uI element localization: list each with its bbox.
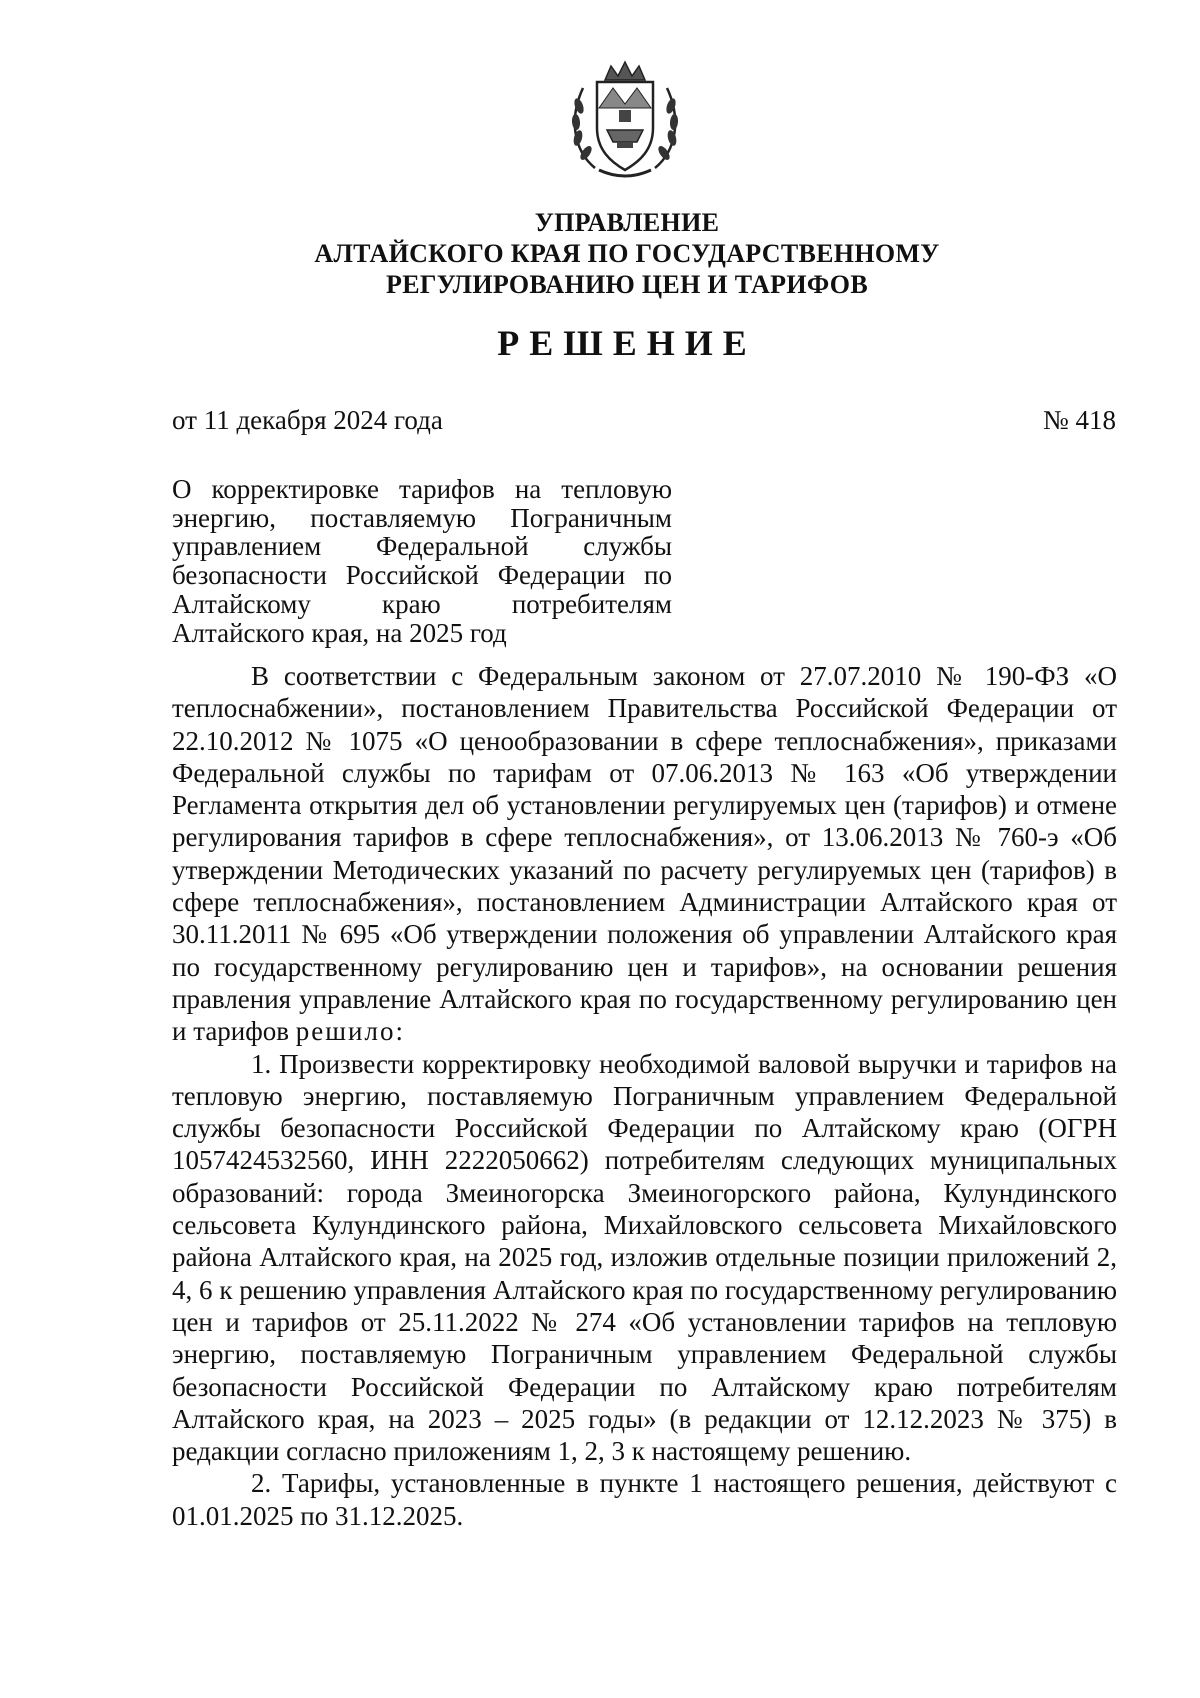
coat-of-arms-emblem xyxy=(565,58,685,183)
item-2-paragraph: 2. Тарифы, установленные в пункте 1 настоящего решения, действуют с 01.01.2025 по 31.12.2025. xyxy=(172,1468,1117,1531)
item-1-paragraph: 1. Произвести корректировку необходимой валовой выручки и тарифов на тепловую энергию, поставляемую Пограничным управлением Федеральной службы безопасности Российской Федерации по Алтайскому краю (ОГРН 1057424532560, ИНН 2222050662) потребителям следующих муниципальных образований: города Змеиногорска Змеиногорского района, Кулундинского сельсовета Кулундинского района, Михайловского сельсовета Михайловского района Алтайского края, на 2025 год, изложив отдельные позиции приложений 2, 4, 6 к решению управления Алтайского края по государственному регулированию цен и тарифов от 25.11.2022 № 274 «Об установлении тарифов на тепловую энергию, поставляемую Пограничным управлением Федеральной службы безопасности Российской Федерации по Алтайскому краю потребителям Алтайского края, на 2023 – 2025 годы» (в редакции от 12.12.2023 № 375) в редакции согласно приложениям 1, 2, 3 к настоящему решению. xyxy=(172,1048,1117,1467)
subject-line: энергию, поставляемую Пограничным xyxy=(172,502,672,533)
decision-number: № 418 xyxy=(1042,405,1116,435)
subject-line: О корректировке тарифов на тепловую xyxy=(172,474,672,504)
agency-header-line-2: АЛТАЙСКОГО КРАЯ ПО ГОСУДАРСТВЕННОМУ xyxy=(314,239,940,268)
decided-word: решило: xyxy=(295,1016,405,1047)
agency-header xyxy=(0,207,1200,300)
document-type-title: РЕШЕНИЕ xyxy=(497,323,757,363)
decision-body xyxy=(172,660,1117,1532)
preamble-paragraph xyxy=(172,660,1117,1048)
coat-of-arms-icon xyxy=(565,58,685,183)
agency-header-line-3: РЕГУЛИРОВАНИЮ ЦЕН И ТАРИФОВ xyxy=(386,270,868,299)
subject-line: Алтайского края, на 2025 год xyxy=(172,617,507,648)
decision-date: от 11 декабря 2024 года xyxy=(172,405,443,435)
agency-header-line-1: УПРАВЛЕНИЕ xyxy=(534,208,720,237)
preamble-text: В соответствии с Федеральным законом от 27.07.2010 № 190-ФЗ «О теплоснабжении», постановлением Правительства Российской Федерации от 22.10.2012 № 1075 «О ценообразовании в сфере теплоснабжения», приказами Федеральной службы по тарифам от 07.06.2013 № 163 «Об утверждении Регламента открытия дел об установлении регулируемых цен (тарифов) и отмене регулирования тарифов в сфере теплоснабжения», от 13.06.2013 № 760-э «Об утверждении Методических указаний по расчету регулируемых цен (тарифов) в сфере теплоснабжения», постановлением Администрации Алтайского края от 30.11.2011 № 695 «Об утверждении положения об управлении Алтайского края по государственному регулированию цен и тарифов», на основании решения правления управление Алтайского края по государственному регулированию цен и тарифов xyxy=(172,661,1117,1047)
subject-line: безопасности Российской Федерации по xyxy=(172,560,672,591)
decision-subject xyxy=(172,475,672,647)
subject-line: Алтайскому краю потребителям xyxy=(172,588,672,619)
subject-line: управлением Федеральной службы xyxy=(172,531,672,562)
